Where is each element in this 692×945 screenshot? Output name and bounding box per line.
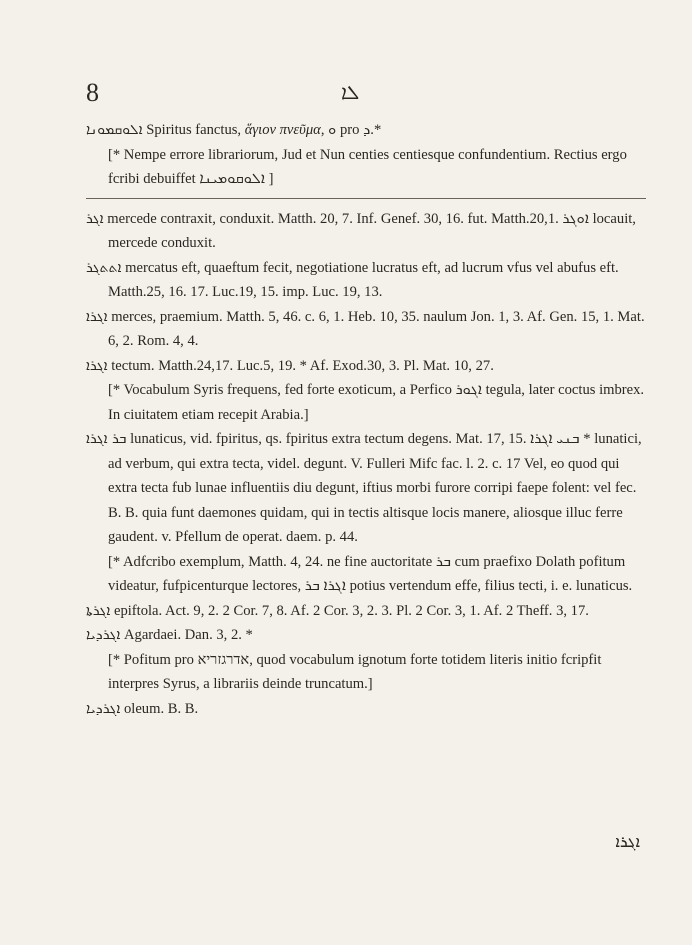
entry-tectum bbox=[86, 354, 646, 379]
syriac-headword: ܐܓܪܐ bbox=[86, 308, 108, 325]
entry-note: [* Adfcribo exemplum, Matth. 4, 24. ne fine auctoritate ܒܪ cum praefixo Dolath pofitum videatur, fufpicenturque lectores, ܐܓܪܐ ܒܪ potius vertendum effe, filius tecti, i. e. lunaticus. bbox=[108, 553, 633, 594]
entry-text: Spiritus fanctus, bbox=[142, 122, 245, 138]
entry-lunaticus bbox=[86, 427, 646, 550]
syriac-headword: ܐܓܪܐ bbox=[86, 357, 108, 374]
entry-note: [* Vocabulum Syris frequens, fed forte exoticum, a Perfico ܐܓܘܪ tegula, later coctus imbrex. In ciuitatem etiam recepit Arabia.] bbox=[108, 382, 645, 423]
catchword: ܐܓܪܐ bbox=[615, 832, 640, 851]
page-header bbox=[86, 78, 632, 108]
entry-text: , ܘ pro ܕ.* bbox=[320, 122, 382, 138]
entry-text: mercatus eft, quaeftum fecit, negotiatione lucratus eft, ad lucrum vfus vel abufus eft. Matth.25, 16. 17. Luc.19, 15. imp. Luc. 19, 13. bbox=[108, 259, 619, 300]
entry-epistola bbox=[86, 599, 646, 624]
entry-text: merces, praemium. Matth. 5, 46. c. 6, 1. Heb. 10, 35. naulum Jon. 1, 3. Af. Gen. 15, 1. Mat. 6, 2. Rom. 4, 4. bbox=[107, 308, 645, 349]
entry-mercede-contraxit bbox=[86, 207, 646, 256]
syriac-headword: ܐܓܪ bbox=[86, 210, 104, 227]
entry-text: lunaticus, vid. fpiritus, qs. fpiritus extra tectum degens. Mat. 17, 15. ܒܢܝ ܐܓܪܐ * lunatici, ad verbum, qui extra tecta, videl. degunt. V. Fulleri Mifc fac. l. 2. c. 17 Vel, eo quod qui extra tecta fub lunae influentiis diu degunt, iftius morbi furore corripi faepe folent: vel fec. B. B. quia funt daemones quidam, qui in tectis altisque locis manere, aliosque illuc ferre gaudent. v. Pfellum de operat. daem. p. 44. bbox=[108, 431, 642, 545]
entry-note: [* Pofitum pro אדרגזריא, quod vocabulum ignotum forte totidem literis initio fcripfit interpres Syrus, a librariis deinde truncatum.] bbox=[108, 651, 602, 692]
dictionary-entries bbox=[86, 118, 646, 721]
entry-text: Agardaei. Dan. 3, 2. * bbox=[120, 627, 253, 643]
entry-spiritus-sanctus bbox=[86, 118, 646, 143]
syriac-headword: ܐܓܪܬܐ bbox=[86, 602, 111, 619]
entry-text: mercede contraxit, conduxit. Matth. 20, 7. Inf. Genef. 30, 16. fut. Matth.20,1. ܐܘܓܪ locauit, mercede conduxit. bbox=[103, 210, 636, 251]
entry-agardaei bbox=[86, 623, 646, 648]
divider-rule bbox=[86, 198, 646, 199]
syriac-headword: ܐܓܪܕܝܐ bbox=[86, 700, 121, 717]
syriac-headword: ܐܓܪܕܝܐ bbox=[86, 627, 121, 643]
entry-text: epiftola. Act. 9, 2. 2 Cor. 7, 8. Af. 2 Cor. 3, 2. 3. Pl. 2 Cor. 3, 1. Af. 2 Theff. 3, 17. bbox=[110, 602, 589, 619]
entry-note: [* Nempe errore librariorum, Jud et Nun centies centiesque confundentium. Rectius ergo fcribi debuiffet ܐܠܘܩܘܡܝܢܐ ] bbox=[108, 146, 627, 187]
entry-oleum bbox=[86, 697, 646, 722]
entry-text: tectum. Matth.24,17. Luc.5, 19. * Af. Exod.30, 3. Pl. Mat. 10, 27. bbox=[107, 357, 494, 374]
syriac-headword: ܐܬܬܓܪ bbox=[86, 259, 122, 276]
running-head: ܠܐ bbox=[341, 80, 360, 104]
greek-gloss: ἅγιον πνεῦμα bbox=[244, 122, 321, 138]
entry-mercatus-est bbox=[86, 256, 646, 305]
page-number: 8 bbox=[86, 78, 99, 107]
entry-text: oleum. B. B. bbox=[120, 700, 199, 717]
syriac-headword: ܒܪ ܐܓܪܐ bbox=[86, 431, 127, 447]
entry-merces bbox=[86, 305, 646, 354]
syriac-headword: ܐܠܘܩܡܘܢܐ bbox=[86, 122, 143, 138]
